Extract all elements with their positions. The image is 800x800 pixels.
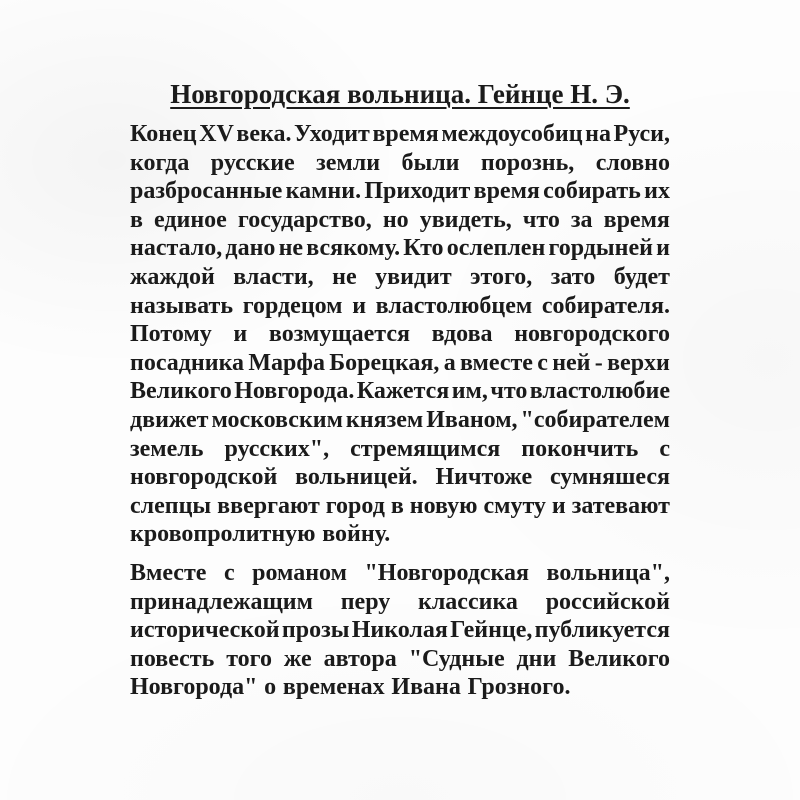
word: того — [226, 645, 272, 672]
word: князем — [345, 406, 424, 433]
word: будет — [613, 263, 670, 290]
word: русских", — [224, 435, 330, 462]
word: на — [585, 121, 611, 147]
word: стремящимся — [350, 435, 501, 462]
word: повесть — [130, 645, 215, 672]
word: увидит — [375, 263, 452, 290]
word: века. — [236, 121, 292, 147]
word: покончить — [521, 435, 639, 462]
text-line — [130, 463, 670, 492]
word: жаждой — [130, 263, 215, 290]
word: сумняшеся — [549, 464, 670, 491]
word: междоусобиц — [441, 121, 583, 147]
text-line — [130, 492, 670, 521]
word: за — [570, 206, 593, 233]
word: настало, — [130, 235, 223, 262]
word: что — [522, 206, 560, 233]
word: время — [473, 178, 540, 205]
word: же — [283, 645, 312, 672]
text-line — [130, 645, 670, 674]
word: властолюбие — [529, 378, 670, 405]
word: верхи — [607, 349, 670, 376]
word: камни. — [285, 178, 362, 205]
word: ней — [552, 349, 591, 376]
word: классика — [418, 588, 518, 615]
text-line — [130, 263, 670, 292]
word: Конец — [130, 121, 197, 147]
word: Вместе — [130, 559, 207, 586]
word: слепцы — [130, 492, 212, 519]
text-line — [130, 559, 670, 588]
word: Кажется — [356, 378, 450, 405]
word: время — [603, 206, 670, 233]
word: новгородского — [514, 321, 670, 348]
word: затевают — [571, 492, 670, 519]
word: государство, — [237, 206, 372, 233]
word: единое — [154, 206, 227, 233]
text-line — [130, 349, 670, 378]
text-line — [130, 149, 670, 178]
word: Потому — [130, 321, 212, 348]
book-description — [130, 120, 670, 702]
text-line — [130, 234, 670, 263]
book-title: Новгородская вольница. Гейнце Н. Э. — [170, 79, 630, 109]
word: XV — [199, 121, 234, 147]
word: новую — [409, 492, 478, 519]
word: Ничтоже — [435, 464, 533, 491]
word: романом — [252, 559, 347, 586]
word: зато — [550, 263, 596, 290]
word: вольница", — [546, 559, 670, 586]
word: их — [644, 178, 670, 205]
word: Новгорода. — [234, 378, 355, 405]
word: Кто — [403, 235, 444, 262]
word: земли — [316, 149, 381, 176]
word: "собирателем — [520, 406, 670, 433]
word: властолюбцем — [375, 292, 533, 319]
word: этого, — [470, 263, 533, 290]
word: "Новгородская — [364, 559, 530, 586]
text-line — [130, 120, 670, 149]
word: Гейнце, — [450, 617, 533, 644]
word: русские — [210, 149, 295, 176]
word: и — [551, 492, 566, 519]
word: увидеть, — [419, 206, 512, 233]
word: - — [594, 349, 603, 376]
word: и — [656, 235, 670, 262]
word: а — [443, 349, 456, 376]
text-line — [130, 520, 670, 549]
word: принадлежащим — [130, 588, 313, 615]
word: Борецкая, — [329, 349, 440, 376]
text-line — [130, 435, 670, 464]
word: когда — [130, 149, 190, 176]
text-line — [130, 206, 670, 235]
word: всякому. — [306, 235, 401, 262]
word: войну. — [322, 521, 391, 548]
word: словно — [595, 149, 670, 176]
word: Великого — [130, 378, 232, 405]
word: Николая — [351, 617, 448, 644]
word: вместе — [460, 349, 533, 376]
text-line — [130, 588, 670, 617]
word: были — [401, 149, 460, 176]
word: дни — [516, 645, 557, 672]
word: собирать — [543, 178, 641, 205]
text-line — [130, 320, 670, 349]
word: земель — [130, 435, 204, 462]
word: "Судные — [408, 645, 505, 672]
word: Приходит — [364, 178, 471, 205]
text-line — [130, 377, 670, 406]
word: порознь, — [480, 149, 575, 176]
word: исторической — [130, 617, 280, 644]
word: власти, — [233, 263, 314, 290]
word: вдова — [431, 321, 493, 348]
word: российской — [545, 588, 670, 615]
word: Новгорода" — [130, 674, 258, 701]
word: время — [372, 121, 439, 147]
text-line — [130, 292, 670, 321]
word: и — [352, 292, 367, 319]
word: ввергают — [217, 492, 320, 519]
word: движет — [130, 406, 209, 433]
word: Великого — [568, 645, 670, 672]
word: называть — [130, 292, 234, 319]
paragraph — [130, 120, 670, 549]
word: город — [325, 492, 385, 519]
word: но — [382, 206, 409, 233]
word: Руси, — [613, 121, 670, 147]
word: ослеплен — [446, 235, 546, 262]
word: Марфа — [248, 349, 325, 376]
word: московским — [211, 406, 343, 433]
text-line — [130, 616, 670, 645]
word: перу — [340, 588, 391, 615]
word: не — [332, 263, 357, 290]
word: им, — [451, 378, 488, 405]
word: дано — [225, 235, 276, 262]
word: смуту — [483, 492, 546, 519]
word: гордецом — [242, 292, 343, 319]
word: с — [537, 349, 548, 376]
word: в — [390, 492, 404, 519]
word: Ивана — [391, 674, 461, 701]
word: Грозного. — [467, 674, 571, 701]
word: возмущается — [268, 321, 410, 348]
word: Иваном, — [426, 406, 518, 433]
word: не — [278, 235, 304, 262]
word: и — [233, 321, 248, 348]
text-line — [130, 177, 670, 206]
word: прозы — [281, 617, 350, 644]
word: временах — [282, 674, 385, 701]
word: новгородской — [130, 464, 278, 491]
word: с — [659, 435, 670, 462]
word: автора — [323, 645, 397, 672]
text-line — [130, 673, 670, 702]
word: что — [490, 378, 528, 405]
word: публикуется — [534, 617, 670, 644]
word: посадника — [130, 349, 245, 376]
word: Уходит — [294, 121, 370, 147]
word: кровопролитную — [130, 521, 316, 548]
text-line — [130, 406, 670, 435]
word: о — [264, 674, 277, 701]
word: вольницей. — [295, 464, 418, 491]
word: гордыней — [548, 235, 653, 262]
word: разбросанные — [130, 178, 283, 205]
word: в — [130, 206, 143, 233]
word: собирателя. — [541, 292, 670, 319]
word: с — [223, 559, 235, 586]
paragraph — [130, 559, 670, 702]
